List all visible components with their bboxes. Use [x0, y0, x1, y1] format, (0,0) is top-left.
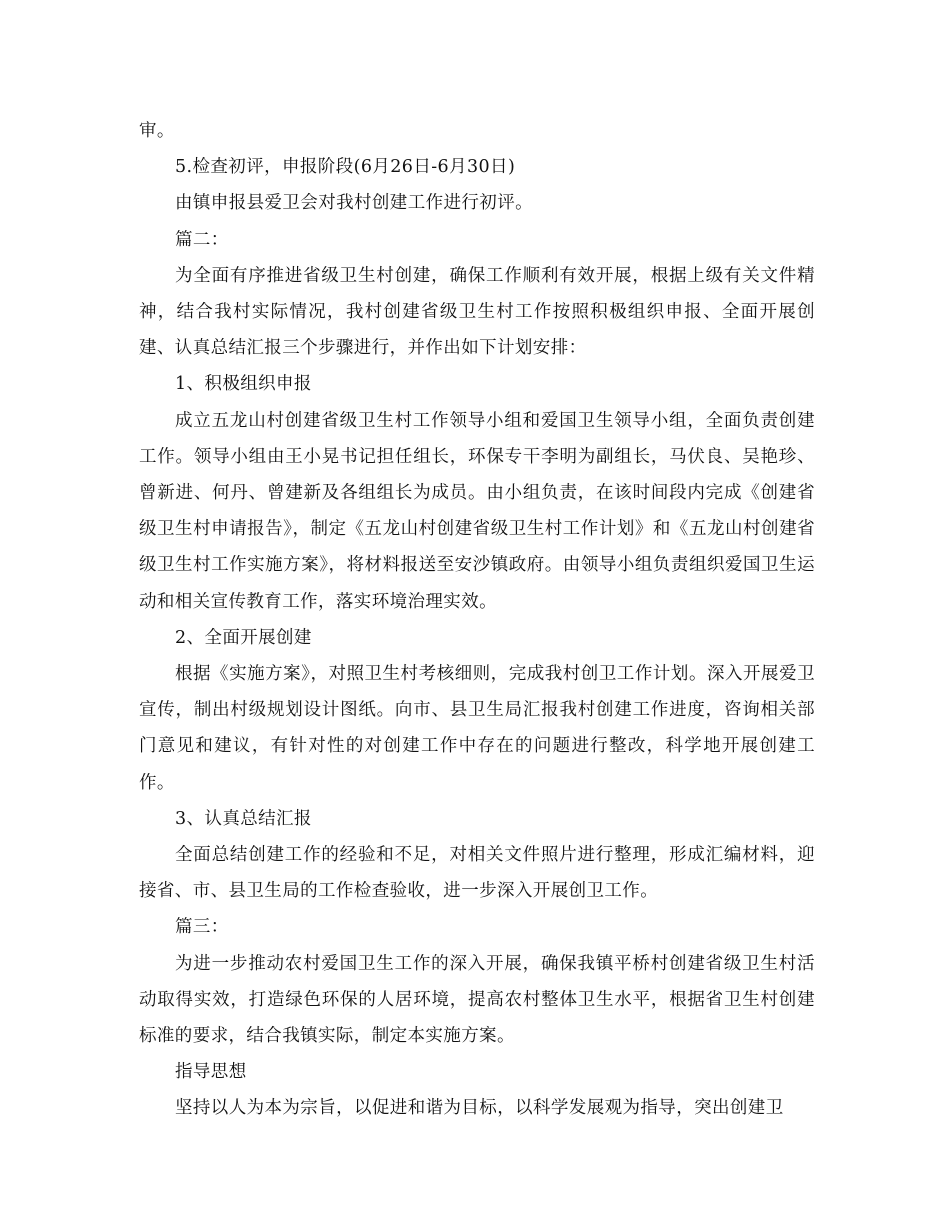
section-heading-part-two: 篇二： [175, 229, 229, 250]
item-3-heading: 3、认真总结汇报 [175, 808, 312, 829]
item-1-heading: 1、积极组织申报 [175, 374, 312, 395]
step-5-heading: 5.检查初评，申报阶段(6月26日-6月30日) [175, 157, 516, 178]
item-2-heading: 2、全面开展创建 [175, 627, 312, 648]
step-5-body: 由镇申报县爱卫会对我村创建工作进行初评。 [175, 193, 533, 214]
item-1-body: 成立五龙山村创建省级卫生村工作领导小组和爱国卫生领导小组，全面负责创建工作。领导小组由王小晃书记担任组长，环保专干李明为副组长，马伏良、吴艳珍、曾新进、何丹、曾建新及各组组长为成员。由小组负责，在该时间段内完成《创建省级卫生村申请报告》，制定《五龙山村创建省级卫生村工作计划》和《五龙山村创建省级卫生村工作实施方案》，将材料报送至安沙镇政府。由领导小组负责组织爱国卫生运动和相关宣传教育工作，落实环境治理实效。 [139, 410, 815, 612]
paragraph-continuation: 审。 [139, 121, 175, 141]
part-two-intro: 为全面有序推进省级卫生村创建，确保工作顺利有效开展，根据上级有关文件精神，结合我村实际情况，我村创建省级卫生村工作按照积极组织申报、全面开展创建、认真总结汇报三个步骤进行，并作出如下计划安排： [139, 265, 815, 359]
guiding-thought-heading: 指导思想 [175, 1062, 247, 1083]
document-body [139, 113, 815, 1127]
item-3-body: 全面总结创建工作的经验和不足，对相关文件照片进行整理，形成汇编材料，迎接省、市、县卫生局的工作检查验收，进一步深入开展创卫工作。 [139, 845, 815, 902]
part-three-intro: 为进一步推动农村爱国卫生工作的深入开展，确保我镇平桥村创建省级卫生村活动取得实效，打造绿色环保的人居环境，提高农村整体卫生水平，根据省卫生村创建标准的要求，结合我镇实际，制定本实施方案。 [139, 953, 815, 1047]
item-2-body: 根据《实施方案》，对照卫生村考核细则，完成我村创卫工作计划。深入开展爱卫宣传，制出村级规划设计图纸。向市、县卫生局汇报我村创建工作进度，咨询相关部门意见和建议，有针对性的对创建工作中存在的问题进行整改，科学地开展创建工作。 [139, 664, 815, 793]
section-heading-part-three: 篇三： [175, 917, 229, 938]
guiding-thought-body: 坚持以人为本为宗旨，以促进和谐为目标，以科学发展观为指导，突出创建卫 [175, 1098, 784, 1119]
